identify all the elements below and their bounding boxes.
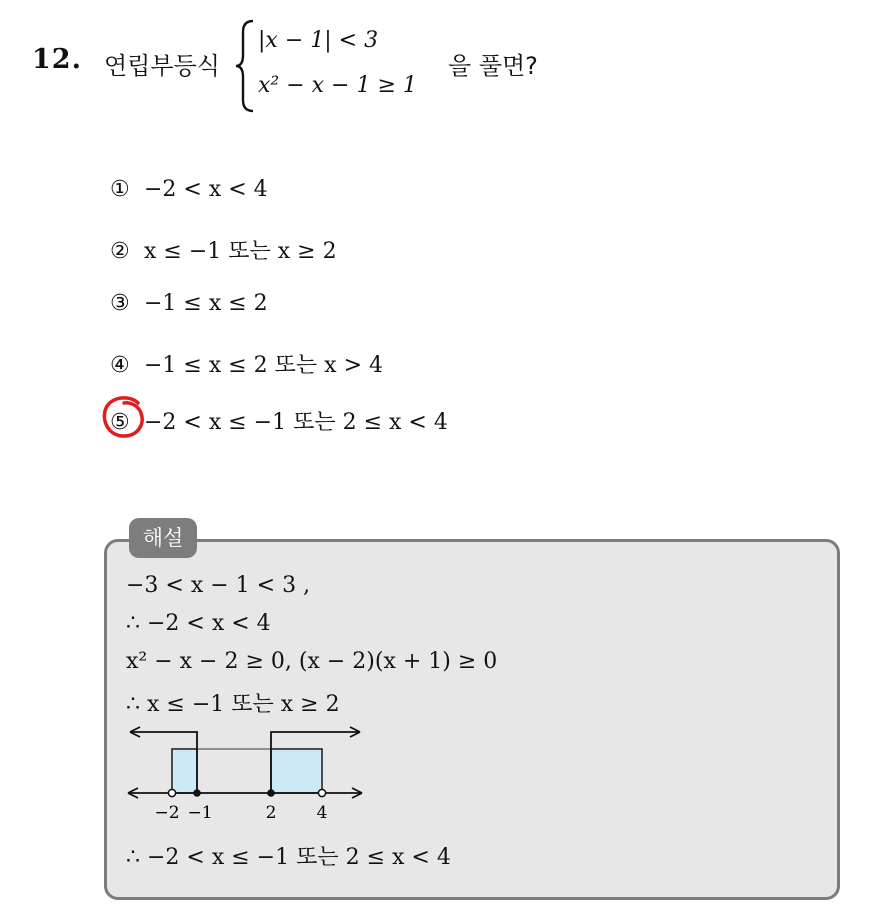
choice-number: ④ [110, 353, 130, 378]
solution-line-2: ∴ −2 < x < 4 [126, 611, 271, 636]
choice-number: ⑤ [110, 410, 130, 435]
solution-line-4: ∴ x ≤ −1 또는 x ≥ 2 [126, 692, 340, 717]
choice-3[interactable] [110, 291, 268, 316]
solution-line-5: ∴ −2 < x ≤ −1 또는 2 ≤ x < 4 [126, 845, 451, 870]
tick-label-neg1: −1 [187, 803, 213, 823]
solution-tag: 해설 [129, 518, 197, 558]
open-point-neg2 [168, 789, 175, 796]
choice-number: ② [110, 239, 130, 264]
solution-line-1: −3 < x − 1 < 3 , [126, 573, 311, 598]
open-point-4 [318, 789, 325, 796]
choice-text: −2 < x < 4 [144, 177, 268, 202]
left-brace [234, 18, 256, 114]
question-tail: 을 풀면? [448, 52, 538, 80]
choice-1[interactable] [110, 177, 268, 202]
choice-4[interactable] [110, 348, 383, 379]
choice-5[interactable] [110, 405, 448, 436]
closed-point-neg1 [193, 789, 201, 797]
solution-line-3: x² − x − 2 ≥ 0, (x − 2)(x + 1) ≥ 0 [126, 649, 498, 674]
closed-point-2 [267, 789, 275, 797]
choice-number: ① [110, 177, 130, 202]
choice-number: ③ [110, 291, 130, 316]
answer-circle-icon [100, 393, 148, 441]
solution-interval-left [172, 749, 197, 793]
tick-label-neg2: −2 [154, 803, 180, 823]
number-line-diagram [120, 720, 380, 830]
tick-label-4: 4 [316, 803, 328, 823]
choice-text: −1 ≤ x ≤ 2 [144, 291, 268, 316]
choice-text: −1 ≤ x ≤ 2 또는 x > 4 [144, 353, 383, 378]
question-label: 연립부등식 [104, 52, 220, 80]
choice-2[interactable] [110, 234, 337, 265]
solution-interval-right [271, 749, 322, 793]
question-number: 12. [32, 44, 82, 75]
system-line-2: x² − x − 1 ≥ 1 [258, 73, 417, 98]
choice-text: x ≤ −1 또는 x ≥ 2 [144, 239, 337, 264]
choice-text: −2 < x ≤ −1 또는 2 ≤ x < 4 [144, 410, 448, 435]
tick-label-2: 2 [265, 803, 277, 823]
system-line-1: |x − 1| < 3 [258, 28, 379, 53]
